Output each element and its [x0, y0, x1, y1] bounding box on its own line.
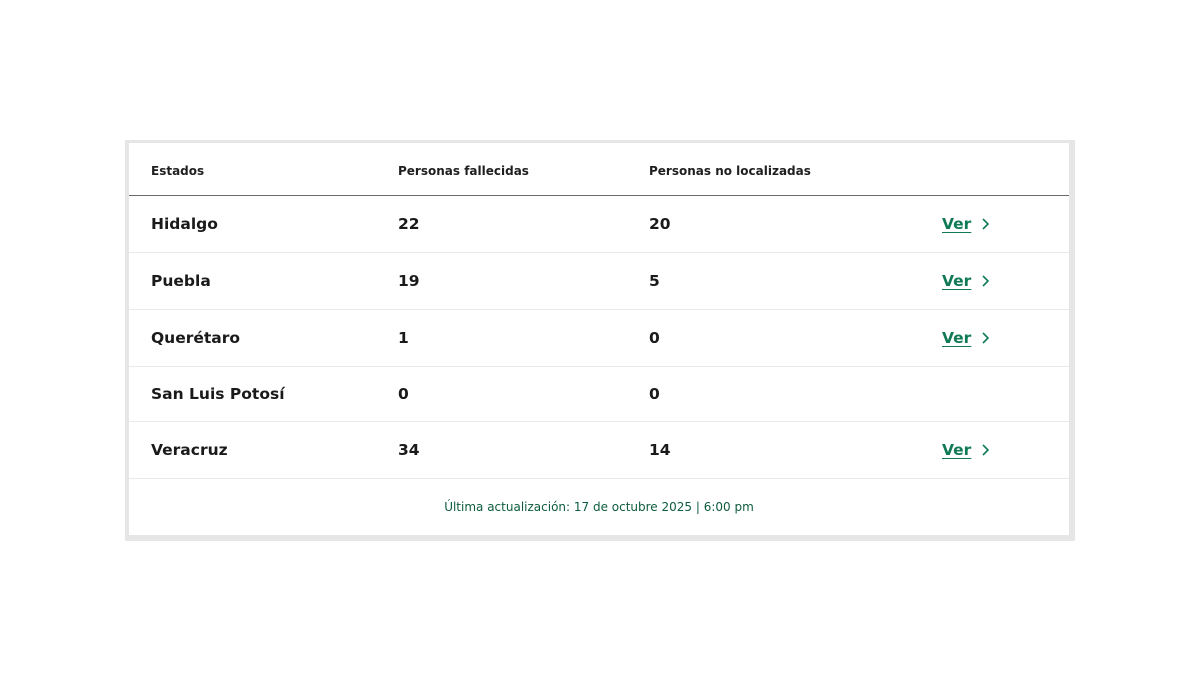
header-estados: Estados — [151, 164, 205, 178]
last-updated-text: Última actualización: 17 de octubre 2025 | 6:00 pm — [444, 499, 754, 514]
no-localizadas-cell: 0 — [649, 385, 660, 403]
ver-link-label: Ver — [942, 441, 972, 459]
table-row — [129, 196, 1069, 253]
table-row — [129, 422, 1069, 479]
estado-cell: Veracruz — [151, 441, 228, 459]
no-localizadas-cell: 20 — [649, 215, 671, 233]
table-row — [129, 253, 1069, 310]
fallecidas-cell: 1 — [398, 329, 409, 347]
table-header — [129, 143, 1069, 196]
estado-cell: Querétaro — [151, 329, 241, 347]
chevron-right-icon — [979, 217, 991, 231]
no-localizadas-cell: 5 — [649, 272, 660, 290]
no-localizadas-cell: 14 — [649, 441, 671, 459]
chevron-right-icon — [979, 443, 991, 457]
ver-link-label: Ver — [942, 272, 972, 290]
header-personas-no-localizadas: Personas no localizadas — [649, 164, 811, 178]
ver-link[interactable] — [942, 329, 991, 347]
fallecidas-cell: 19 — [398, 272, 420, 290]
no-localizadas-cell: 0 — [649, 329, 660, 347]
fallecidas-cell: 0 — [398, 385, 409, 403]
estado-cell: Puebla — [151, 272, 211, 290]
estado-cell: Hidalgo — [151, 215, 218, 233]
chevron-right-icon — [979, 331, 991, 345]
chevron-right-icon — [979, 274, 991, 288]
fallecidas-cell: 22 — [398, 215, 420, 233]
table-frame — [125, 140, 1075, 541]
ver-link-label: Ver — [942, 329, 972, 347]
ver-link[interactable] — [942, 441, 991, 459]
ver-link[interactable] — [942, 272, 991, 290]
table-row — [129, 367, 1069, 422]
fallecidas-cell: 34 — [398, 441, 420, 459]
estado-cell: San Luis Potosí — [151, 385, 285, 403]
header-personas-fallecidas: Personas fallecidas — [398, 164, 529, 178]
table-row — [129, 310, 1069, 367]
data-table — [129, 143, 1069, 535]
ver-link[interactable] — [942, 215, 991, 233]
ver-link-label: Ver — [942, 215, 972, 233]
